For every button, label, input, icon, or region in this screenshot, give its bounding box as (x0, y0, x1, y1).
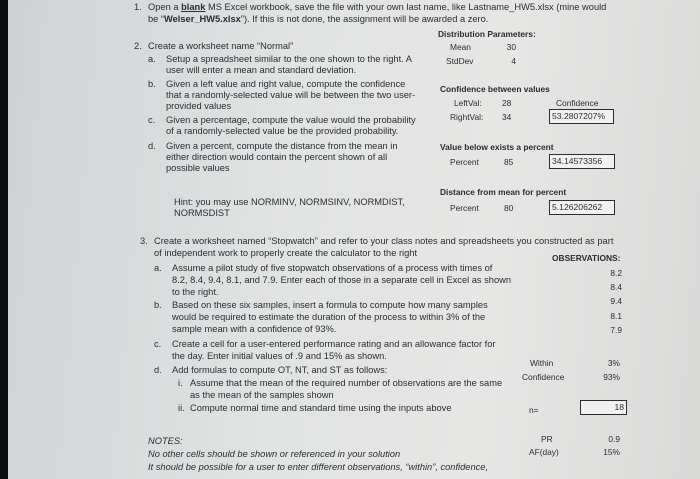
observation-cell[interactable]: 8.1 (610, 311, 622, 321)
q2-d-letter: d. (148, 141, 156, 151)
q3-i-number: i. (178, 378, 183, 388)
q2-c-line: of a randomly-selected value be the provided probability. (166, 126, 399, 136)
distance-percent-value[interactable]: 80 (504, 203, 514, 213)
q3-ii-line: Compute normal time and standard time using the inputs above (190, 403, 452, 413)
observations-title: OBSERVATIONS: (552, 253, 621, 263)
observation-cell[interactable]: 8.2 (610, 268, 622, 278)
stopwatch-confidence-value[interactable]: 93% (603, 372, 620, 382)
q1-line-2: be “Welser_HW5.xlsx”). If this is not done, the assignment will be awarded a zero. (148, 14, 489, 24)
q3-c-line: Create a cell for a user-entered performance rating and an allowance factor for (172, 339, 496, 349)
pr-value[interactable]: 0.9 (608, 434, 620, 444)
between-title: Confidence between values (440, 84, 550, 94)
q3-c-line: the day. Enter initial values of .9 and 15% as shown. (172, 351, 387, 361)
q3-i-line: as the mean of the samples shown (190, 390, 334, 400)
q3-a-line: to the right. (172, 287, 219, 297)
below-percent-label: Percent (450, 157, 479, 167)
q2-c-line: Given a percentage, compute the value would the probability (166, 115, 416, 125)
pr-label: PR (541, 434, 553, 444)
notes-line: No other cells should be shown or referenced in your solution (148, 449, 401, 459)
mean-label: Mean (450, 42, 471, 52)
q3-b-line: sample mean with a confidence of 93%. (172, 324, 337, 334)
q2-title: Create a worksheet name “Normal” (148, 41, 294, 51)
q3-i-line: Assume that the mean of the required number of observations are the same (190, 378, 503, 388)
q1-filename: Welser_HW5.xlsx (164, 14, 241, 24)
confidence-result-cell[interactable]: 53.2807207% (549, 109, 614, 124)
q2-b-line: that a randomly-selected value will be between the two user- (166, 90, 416, 100)
af-label: AF(day) (529, 447, 559, 457)
q1-number: 1. (134, 2, 142, 12)
q2-d-line: possible values (166, 163, 230, 173)
q2-hint-line: Hint: you may use NORMINV, NORMSINV, NORMDIST, (174, 197, 405, 207)
q2-a-line: Setup a spreadsheet similar to the one shown to the right. A (166, 54, 412, 64)
notes-line: It should be possible for a user to enter different observations, “within”, confidence, (148, 462, 489, 472)
notes-title: NOTES: (148, 436, 183, 446)
q3-b-letter: b. (154, 300, 162, 310)
q1-blank-emphasis: blank (181, 2, 206, 12)
distribution-title: Distribution Parameters: (438, 29, 536, 39)
af-value[interactable]: 15% (603, 447, 620, 457)
distance-result-cell[interactable]: 5.126206262 (549, 200, 615, 215)
q2-a-letter: a. (148, 54, 156, 64)
n-label: n= (529, 405, 539, 415)
stopwatch-confidence-label: Confidence (522, 372, 565, 382)
q3-a-letter: a. (154, 263, 162, 273)
q3-c-letter: c. (154, 339, 162, 349)
q3-number: 3. (140, 236, 148, 246)
within-label: Within (530, 358, 554, 368)
mean-value[interactable]: 30 (506, 42, 516, 52)
q2-d-line: Given a percent, compute the distance from the mean in (166, 141, 398, 151)
confidence-label: Confidence (556, 98, 599, 108)
q3-a-line: 8.2, 8.4, 9.4, 8.1, and 7.9. Enter each of those in a separate cell in Excel as shown (172, 275, 512, 285)
observation-cell[interactable]: 9.4 (610, 296, 622, 306)
leftval-value[interactable]: 28 (502, 98, 512, 108)
q3-ii-number: ii. (178, 403, 185, 413)
worksheet-page (8, 0, 700, 479)
q3-d-letter: d. (154, 365, 162, 375)
observation-cell[interactable]: 7.9 (610, 325, 622, 335)
below-title: Value below exists a percent (440, 142, 554, 152)
q2-b-line: Given a left value and right value, compute the confidence (166, 79, 406, 89)
distance-title: Distance from mean for percent (440, 187, 567, 197)
observation-cell[interactable]: 8.4 (610, 282, 622, 292)
below-result-cell[interactable]: 34.14573356 (549, 154, 615, 169)
q3-intro-line: of independent work to properly create the calculator to the right (154, 248, 418, 258)
q3-b-line: Based on these six samples, insert a formula to compute how many samples (172, 300, 488, 310)
rightval-value[interactable]: 34 (502, 112, 512, 122)
q2-number: 2. (134, 41, 142, 51)
below-percent-value[interactable]: 85 (504, 157, 514, 167)
distance-percent-label: Percent (450, 203, 479, 213)
stddev-value[interactable]: 4 (511, 56, 516, 66)
q3-d-line: Add formulas to compute OT, NT, and ST as follows: (172, 365, 388, 375)
q3-intro-line: Create a worksheet named “Stopwatch” and refer to your class notes and spreadsheets you constructed as part (154, 236, 614, 246)
q3-a-line: Assume a pilot study of five stopwatch observations of a process with times of (172, 263, 493, 273)
q2-d-line: either direction would contain the percent shown of all (166, 152, 388, 162)
leftval-label: LeftVal: (454, 98, 482, 108)
q2-b-line: provided values (166, 101, 232, 111)
q2-hint-line: NORMSDIST (174, 208, 230, 218)
within-value[interactable]: 3% (607, 358, 620, 368)
q3-b-line: would be required to estimate the duration of the process to within 3% of the (172, 312, 486, 322)
q2-a-line: user will enter a mean and standard deviation. (166, 65, 357, 75)
n-result-cell[interactable]: 18 (580, 400, 627, 415)
stddev-label: StdDev (446, 56, 474, 66)
rightval-label: RightVal: (450, 112, 484, 122)
q2-c-letter: c. (148, 115, 156, 125)
q1-line-1: Open a blank MS Excel workbook, save the file with your own last name, like Lastname_HW5.xlsx (mine would (148, 2, 607, 12)
q2-b-letter: b. (148, 79, 156, 89)
